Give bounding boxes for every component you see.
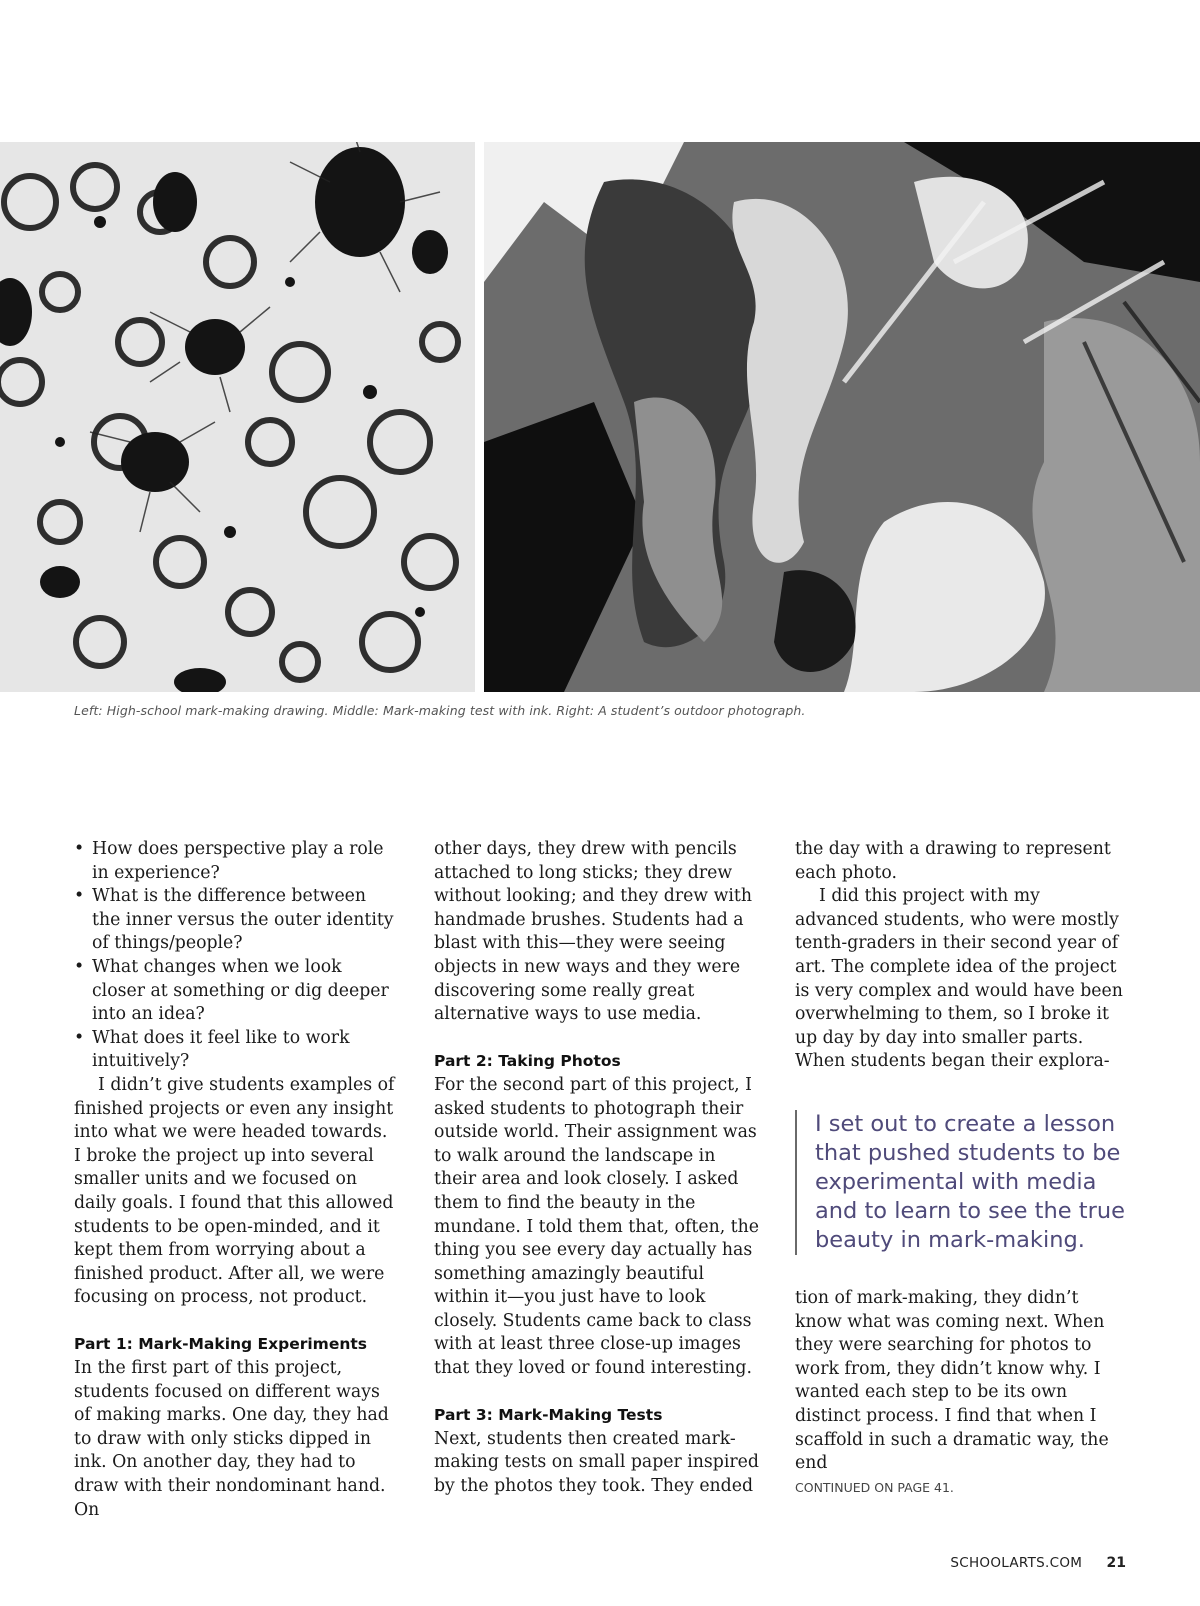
page-footer [950, 1555, 1126, 1571]
article-column-1 [74, 838, 399, 1522]
list-item: • What is the difference between the inner versus the outer identity of things/people? [74, 885, 399, 956]
photo-caption: Left: High-school mark-making drawing. Middle: Mark-making test with ink. Right: A student’s outdoor photograph. [74, 703, 806, 718]
outdoor-photograph [484, 142, 1200, 692]
question-list [74, 838, 399, 1074]
section-heading-part-3: Part 3: Mark-Making Tests [434, 1406, 663, 1425]
body-paragraph: other days, they drew with pencils attached to long sticks; they drew without looking; and they drew with handmade brushes. Students had a blast with this—they were seeing objects in new ways and they were discovering some really great alternative ways to use media. [434, 839, 752, 1025]
body-paragraph: Next, students then created mark-making tests on small paper inspired by the photos they took. They ended [434, 1428, 759, 1497]
list-item: • What does it feel like to work intuitively? [74, 1027, 399, 1074]
article-column-3 [795, 838, 1125, 1074]
website-label: SCHOOLARTS.COM [950, 1555, 1083, 1571]
mark-making-drawing-photo [0, 142, 475, 692]
section-heading-part-1: Part 1: Mark-Making Experiments [74, 1335, 368, 1354]
body-paragraph: I didn’t give students examples of finished projects or even any insight into what we were headed towards. I broke the project up into several smaller units and we focused on daily goals. I found that this allowed students to be open-minded, and it kept them from worrying about a finished product. After all, we were focusing on process, not product. [74, 1074, 395, 1308]
body-paragraph: In the first part of this project, students focused on different ways of making marks. One day, they had to draw with only sticks dipped in ink. On another day, they had to draw with their nondominant hand. On [74, 1358, 389, 1520]
pull-quote-text: I set out to create a lesson that pushed students to be experimental with media and to learn to see the true beauty in mark-making. [815, 1111, 1125, 1253]
article-column-2 [434, 838, 759, 1499]
body-paragraph: tion of mark-making, they didn’t know what was coming next. When they were searching for photos to work from, they didn’t know why. I wanted each step to be its own distinct process. I find that when I scaffold in such a dramatic way, the end [795, 1288, 1109, 1474]
section-heading-part-2: Part 2: Taking Photos [434, 1052, 621, 1071]
pull-quote [795, 1110, 1145, 1255]
continued-note: CONTINUED ON PAGE 41. [795, 1480, 954, 1495]
body-paragraph: For the second part of this project, I asked students to photograph their outside world. Their assignment was to walk around the landscape in their area and look closely. I asked them to find the beauty in the mundane. I told them that, often, the thing you see every day actually has something amazingly beautiful within it—you just have to look closely. Students came back to class with at least three close-up images that they loved or found interesting. [434, 1074, 759, 1379]
page-number: 21 [1106, 1555, 1126, 1571]
body-paragraph: I did this project with my advanced students, who were mostly tenth-graders in their second year of art. The complete idea of the project is very complex and would have been overwhelming to them, so I broke it up day by day into smaller parts. When students began their explora- [795, 886, 1123, 1072]
article-column-3-continued [795, 1287, 1125, 1476]
list-item: • What changes when we look closer at something or dig deeper into an idea? [74, 956, 399, 1027]
list-item: • How does perspective play a role in experience? [74, 838, 399, 885]
body-paragraph: the day with a drawing to represent each photo. [795, 839, 1111, 883]
